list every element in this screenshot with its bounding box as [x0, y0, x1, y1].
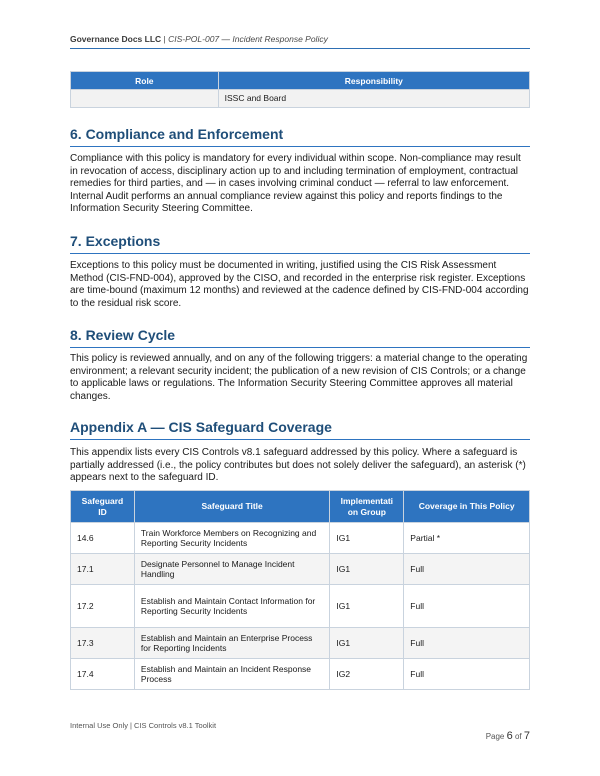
safeguard-id-cell: 14.6: [71, 523, 135, 554]
header-rule: [70, 48, 530, 49]
safeguard-title-cell: Establish and Maintain an Enterprise Process for Reporting Incidents: [134, 628, 329, 659]
table-row: [71, 554, 530, 585]
table-row: [71, 659, 530, 690]
table-row: [71, 523, 530, 554]
section-heading: 7. Exceptions: [70, 233, 530, 254]
page-header: [70, 34, 530, 44]
coverage-cell: Full: [404, 554, 530, 585]
current-page: 6: [506, 730, 513, 742]
responsibility-cell: ISSC and Board: [218, 90, 529, 108]
appendix-body: This appendix lists every CIS Controls v8.1 safeguard addressed by this policy. Where a safeguard is partially addressed (i.e., the policy contributes but does not solely deliver the safeguard), an asterisk (*) appears next to the safeguard ID.: [70, 447, 526, 483]
safeguard-title-cell: Train Workforce Members on Recognizing and Reporting Security Incidents: [134, 523, 329, 554]
section-body: This policy is reviewed annually, and on any of the following triggers: a material change to the operating environment; a relevant security incident; the publication of a new revision of CIS Controls; or a change to applicable laws or regulations. The Information Security Steering Committee approves all material changes.: [70, 353, 528, 402]
column-header-safeguard-title: Safeguard Title: [134, 491, 329, 523]
table-row: [71, 628, 530, 659]
role-cell: [71, 90, 219, 108]
total-pages: 7: [523, 730, 530, 742]
document-reference: CIS-POL-007 — Incident Response Policy: [168, 34, 328, 44]
implementation-group-cell: IG1: [330, 554, 404, 585]
page-of-label: of: [514, 732, 522, 741]
section-heading: 6. Compliance and Enforcement: [70, 126, 530, 147]
appendix-heading: Appendix A — CIS Safeguard Coverage: [70, 419, 530, 440]
table-header-row: [71, 72, 530, 90]
section-body: Compliance with this policy is mandatory for every individual within scope. Non-compliance may result in revocation of access, disciplinary action up to and including termination of employment, contractual remedies for third parties, and — in cases involving criminal conduct — referral to law enforcement. Internal Audit performs an annual compliance review against this policy and reports findings to the Information Security Steering Committee.: [70, 153, 521, 214]
safeguard-id-cell: 17.1: [71, 554, 135, 585]
implementation-group-cell: IG1: [330, 628, 404, 659]
section-heading: 8. Review Cycle: [70, 327, 530, 348]
safeguard-id-cell: 17.2: [71, 585, 135, 628]
roles-table: [70, 71, 530, 108]
coverage-cell: Full: [404, 659, 530, 690]
column-header: Responsibility: [218, 72, 529, 90]
coverage-cell: Full: [404, 628, 530, 659]
implementation-group-cell: IG1: [330, 585, 404, 628]
column-header: Role: [71, 72, 219, 90]
safeguard-table: [70, 490, 530, 690]
safeguard-title-cell: Establish and Maintain an Incident Response Process: [134, 659, 329, 690]
page-footer: Internal Use Only | CIS Controls v8.1 Toolkit: [70, 721, 217, 730]
safeguard-id-cell: 17.3: [71, 628, 135, 659]
section-body: Exceptions to this policy must be documented in writing, justified using the CIS Risk Assessment Method (CIS-FND-004), approved by the CISO, and recorded in the enterprise risk register. Exceptions are time-bound (maximum 12 months) and reviewed at the cadence defined by CIS-FND-004 according to the residual risk score.: [70, 260, 529, 309]
column-header-implementation-group: Implementati on Group: [330, 491, 404, 523]
coverage-cell: Full: [404, 585, 530, 628]
coverage-cell: Partial *: [404, 523, 530, 554]
table-header-row: [71, 491, 530, 523]
table-row: [71, 90, 530, 108]
safeguard-title-cell: Designate Personnel to Manage Incident Handling: [134, 554, 329, 585]
header-separator: |: [163, 34, 166, 44]
company-name: Governance Docs LLC: [70, 34, 162, 44]
safeguard-title-cell: Establish and Maintain Contact Information for Reporting Security Incidents: [134, 585, 329, 628]
implementation-group-cell: IG2: [330, 659, 404, 690]
page-label: Page: [485, 732, 505, 741]
safeguard-id-cell: 17.4: [71, 659, 135, 690]
table-row: [71, 585, 530, 628]
implementation-group-cell: IG1: [330, 523, 404, 554]
page-number: [486, 730, 530, 742]
column-header-safeguard-id: Safeguard ID: [71, 491, 135, 523]
column-header-coverage: Coverage in This Policy: [404, 491, 530, 523]
